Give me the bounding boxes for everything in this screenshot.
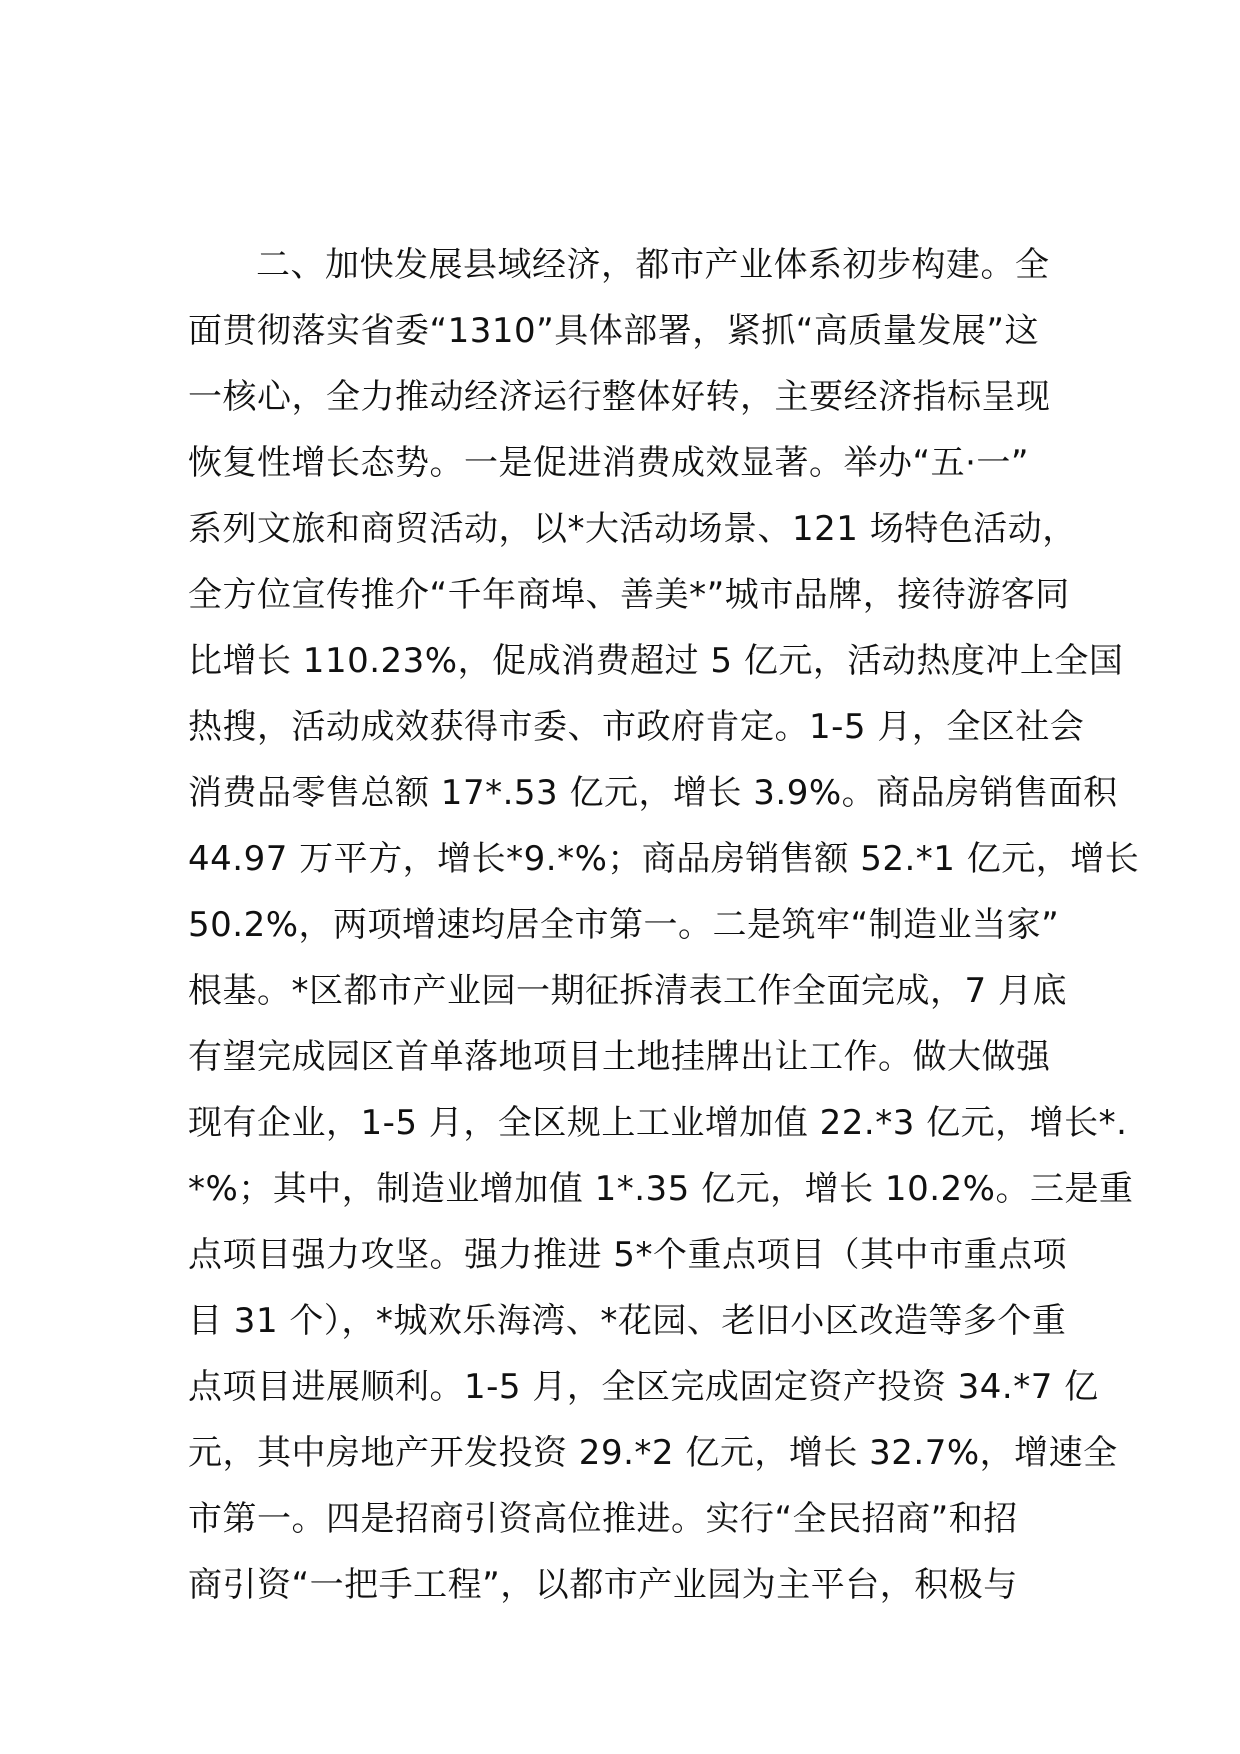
text-line: 有望完成园区首单落地项目土地挂牌出让工作。做大做强 — [188, 1037, 1051, 1077]
text-line: 目 31 个），*城欢乐海湾、*花园、老旧小区改造等多个重 — [188, 1301, 1067, 1341]
text-line: 点项目进展顺利。1-5 月，全区完成固定资产投资 34.*7 亿 — [188, 1367, 1099, 1407]
text-line: 恢复性增长态势。一是促进消费成效显著。举办“五·一” — [188, 443, 1030, 483]
text-line: 全方位宣传推介“千年商埠、善美*”城市品牌，接待游客同 — [188, 575, 1070, 615]
text-line: 商引资“一把手工程”，以都市产业园为主平台，积极与 — [188, 1565, 1018, 1605]
text-line: 系列文旅和商贸活动，以*大活动场景、121 场特色活动， — [188, 509, 1077, 549]
text-line: 44.97 万平方，增长*9.*%；商品房销售额 52.*1 亿元，增长 — [188, 839, 1140, 879]
text-line: 元，其中房地产开发投资 29.*2 亿元，增长 32.7%，增速全 — [188, 1433, 1118, 1473]
text-line: 热搜，活动成效获得市委、市政府肯定。1-5 月，全区社会 — [188, 707, 1085, 747]
text-line: 消费品零售总额 17*.53 亿元，增长 3.9%。商品房销售面积 — [188, 773, 1118, 813]
text-line: 二、加快发展县域经济，都市产业体系初步构建。全 — [256, 245, 1050, 285]
text-line: 点项目强力攻坚。强力推进 5*个重点项目（其中市重点项 — [188, 1235, 1067, 1275]
text-line: 一核心，全力推动经济运行整体好转，主要经济指标呈现 — [188, 377, 1051, 417]
text-line: 现有企业，1-5 月，全区规上工业增加值 22.*3 亿元，增长*. — [188, 1103, 1128, 1143]
text-line: 根基。*区都市产业园一期征拆清表工作全面完成，7 月底 — [188, 971, 1067, 1011]
text-line: 面贯彻落实省委“1310”具体部署，紧抓“高质量发展”这 — [188, 311, 1039, 351]
text-line: 50.2%，两项增速均居全市第一。二是筑牢“制造业当家” — [188, 905, 1060, 945]
text-line: 比增长 110.23%，促成消费超过 5 亿元，活动热度冲上全国 — [188, 641, 1124, 681]
text-line: *%；其中，制造业增加值 1*.35 亿元，增长 10.2%。三是重 — [188, 1169, 1134, 1209]
paragraph — [188, 232, 1140, 1618]
text-line: 市第一。四是招商引资高位推进。实行“全民招商”和招 — [188, 1499, 1018, 1539]
